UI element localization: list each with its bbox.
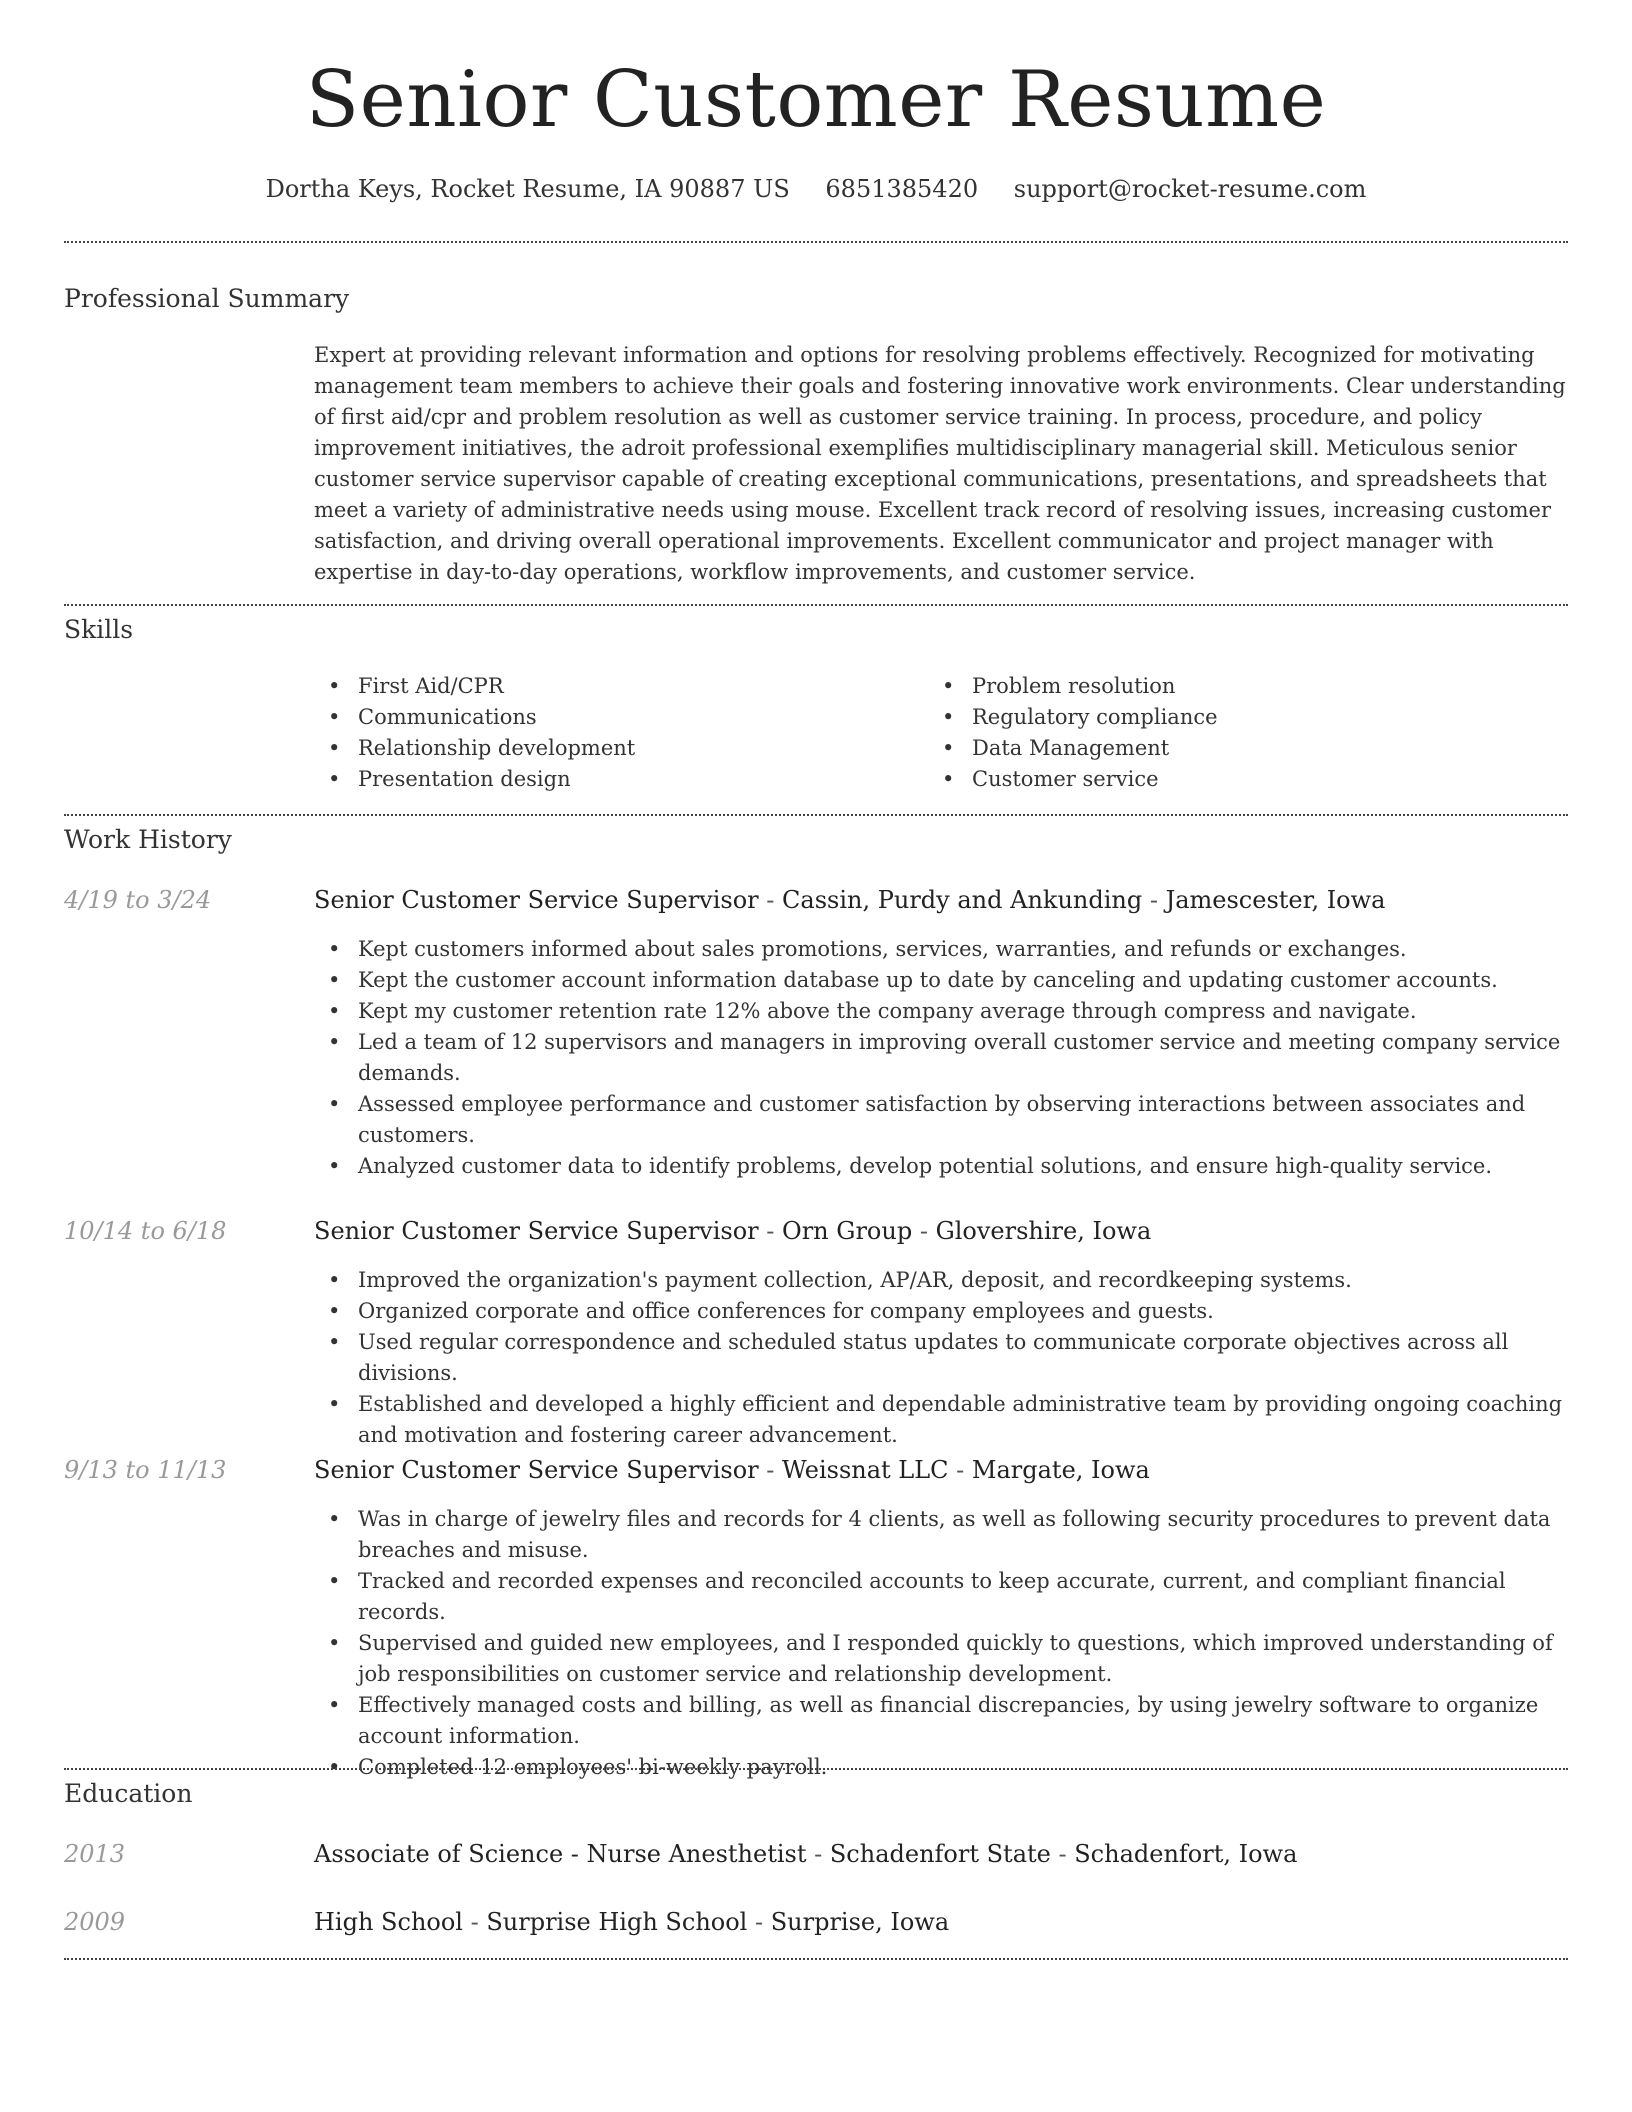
separator: -	[758, 886, 783, 914]
separator: -	[758, 1456, 783, 1484]
list-item: • Kept customers informed about sales promotions, services, warranties, and refunds or exchanges.	[314, 934, 1570, 965]
separator: -	[948, 1456, 972, 1484]
separator: -	[1050, 1840, 1075, 1868]
contact-line	[0, 172, 1632, 206]
separator: -	[1142, 886, 1166, 914]
education-school: Schadenfort State	[829, 1840, 1051, 1868]
list-item: • Assessed employee performance and customer satisfaction by observing interactions between associates and customers.	[314, 1089, 1570, 1151]
skill-item: • Presentation design	[314, 764, 914, 795]
list-item: • Kept my customer retention rate 12% above the company average through compress and navigate.	[314, 996, 1570, 1027]
list-item: • Effectively managed costs and billing, as well as financial discrepancies, by using jewelry software to organize account information.	[314, 1690, 1570, 1752]
education-degree: High School	[314, 1908, 463, 1936]
resume-title: Senior Customer Resume	[305, 55, 1327, 145]
list-item: • Improved the organization's payment collection, AP/AR, deposit, and recordkeeping systems.	[314, 1265, 1570, 1296]
job-company: Orn Group	[782, 1217, 913, 1245]
job-role: Senior Customer Service Supervisor	[314, 886, 759, 914]
contact-phone: 6851385420	[825, 175, 979, 203]
education-degree: Associate of Science - Nurse Anesthetist	[314, 1840, 807, 1868]
section-title-education: Education	[64, 1779, 193, 1808]
list-item: • Used regular correspondence and scheduled status updates to communicate corporate objectives across all divisions.	[314, 1327, 1570, 1389]
job-location: Jamescester, Iowa	[1165, 886, 1386, 914]
job-bullets	[314, 1504, 1570, 1783]
job-role: Senior Customer Service Supervisor	[314, 1456, 759, 1484]
skill-item: • Regulatory compliance	[928, 702, 1528, 733]
list-item: • Supervised and guided new employees, and I responded quickly to questions, which improved understanding of job responsibilities on customer service and relationship development.	[314, 1628, 1570, 1690]
divider	[64, 1958, 1568, 1960]
education-entry	[314, 1905, 1570, 1939]
list-item: • Analyzed customer data to identify problems, develop potential solutions, and ensure high-quality service.	[314, 1151, 1570, 1182]
education-location: Schadenfort, Iowa	[1074, 1840, 1298, 1868]
list-item: • Was in charge of jewelry files and records for 4 clients, as well as following security procedures to prevent data breaches and misuse.	[314, 1504, 1570, 1566]
list-item: • Tracked and recorded expenses and reconciled accounts to keep accurate, current, and compliant financial records.	[314, 1566, 1570, 1628]
education-school: Surprise High School	[486, 1908, 748, 1936]
education-year: 2013	[64, 1840, 126, 1868]
skill-item: • Data Management	[928, 733, 1528, 764]
section-title-skills: Skills	[64, 615, 134, 644]
divider	[64, 604, 1568, 606]
divider	[64, 241, 1568, 243]
education-entry	[314, 1837, 1570, 1871]
separator: -	[912, 1217, 936, 1245]
job-location: Glovershire, Iowa	[935, 1217, 1152, 1245]
list-item: • Completed 12 employees' bi-weekly payroll.	[314, 1752, 1570, 1783]
skills-list-left	[314, 671, 914, 795]
job-heading	[314, 883, 1570, 917]
list-item: • Established and developed a highly efficient and dependable administrative team by providing ongoing coaching and motivation and fostering career advancement.	[314, 1389, 1570, 1451]
job-dates: 10/14 to 6/18	[64, 1217, 227, 1245]
job-bullets	[314, 934, 1570, 1182]
education-year: 2009	[64, 1908, 126, 1936]
separator: -	[758, 1217, 783, 1245]
job-bullets	[314, 1265, 1570, 1451]
education-location: Surprise, Iowa	[770, 1908, 950, 1936]
job-dates: 4/19 to 3/24	[64, 886, 212, 914]
summary-text: Expert at providing relevant information and options for resolving problems effectively. Recognized for motivating management team members to achieve their goals and fostering innovative work environments. Clear understanding of first aid/cpr and problem resolution as well as customer service training. In process, procedure, and policy improvement initiatives, the adroit professional exemplifies multidisciplinary managerial skill. Meticulous senior customer service supervisor capable of creating exceptional communications, presentations, and spreadsheets that meet a variety of administrative needs using mouse. Excellent track record of resolving issues, increasing customer satisfaction, and driving overall operational improvements. Excellent communicator and project manager with expertise in day-to-day operations, workflow improvements, and customer service.	[314, 343, 1566, 584]
divider	[64, 1768, 1568, 1770]
job-dates: 9/13 to 11/13	[64, 1456, 227, 1484]
job-location: Margate, Iowa	[971, 1456, 1150, 1484]
skill-item: • Communications	[314, 702, 914, 733]
list-item: • Organized corporate and office conferences for company employees and guests.	[314, 1296, 1570, 1327]
skill-item: • First Aid/CPR	[314, 671, 914, 702]
contact-address: Dortha Keys, Rocket Resume, IA 90887 US	[265, 175, 790, 203]
skills-list-right	[928, 671, 1528, 795]
separator: -	[462, 1908, 487, 1936]
list-item: • Kept the customer account information database up to date by canceling and updating customer accounts.	[314, 965, 1570, 996]
job-heading	[314, 1214, 1570, 1248]
contact-email: support@rocket-resume.com	[1013, 175, 1367, 203]
separator: -	[806, 1840, 830, 1868]
skill-item: • Problem resolution	[928, 671, 1528, 702]
separator: -	[747, 1908, 771, 1936]
skill-item: • Relationship development	[314, 733, 914, 764]
job-company: Cassin, Purdy and Ankunding	[782, 886, 1143, 914]
divider	[64, 814, 1568, 816]
job-company: Weissnat LLC	[782, 1456, 949, 1484]
job-role: Senior Customer Service Supervisor	[314, 1217, 759, 1245]
section-title-summary: Professional Summary	[64, 284, 350, 313]
section-title-work: Work History	[64, 825, 232, 854]
list-item: • Led a team of 12 supervisors and managers in improving overall customer service and meeting company service demands.	[314, 1027, 1570, 1089]
job-heading	[314, 1453, 1570, 1487]
skill-item: • Customer service	[928, 764, 1528, 795]
